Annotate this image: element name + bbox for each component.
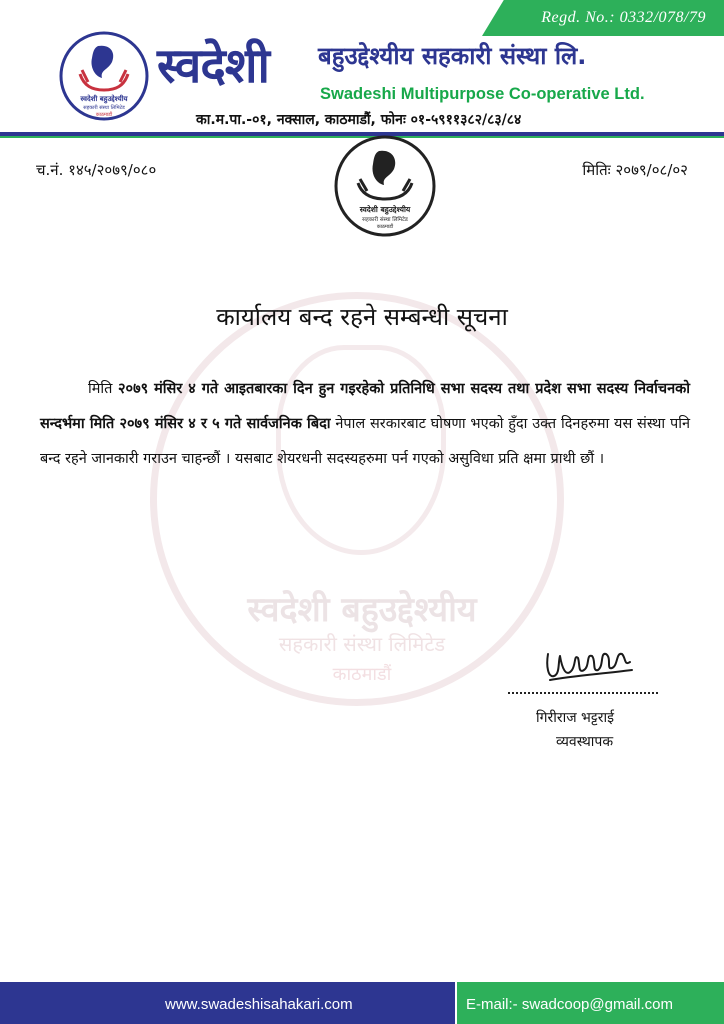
signatory-title: व्यवस्थापक [556, 734, 614, 750]
signature-line [508, 692, 658, 694]
seal-text-line1: स्वदेशी बहुउद्देश्यीय [359, 205, 411, 214]
footer-website: www.swadeshisahakari.com [165, 996, 353, 1013]
footer-email: E-mail:- swadcoop@gmail.com [466, 996, 673, 1013]
center-seal-logo [332, 133, 438, 239]
seal-text-line3: काठमाडौं [376, 224, 394, 230]
body-text-rest: नेपाल सरकारबाट घोषणा भएको हुँदा उक्त दिनहरुमा यस संस्था पनि बन्द रहने जानकारी गराउन चाहन्छौं । यसबाट शेयरधनी सदस्यहरुमा पर्न गएको असुविधा प्रति क्षमा प्राथी छौं । [40, 416, 691, 467]
regd-number: Regd. No.: 0332/078/79 [541, 9, 706, 26]
notice-subject: कार्यालय बन्द रहने सम्बन्धी सूचना [216, 303, 508, 331]
logo-text-line1: स्वदेशी बहुउद्देश्यीय [80, 95, 128, 103]
brand-name: स्वदेशी [157, 38, 269, 94]
handwritten-signature [540, 640, 640, 688]
org-address: का.म.पा.-०१, नक्साल, काठमाडौं, फोनः ०१-५९११३८२/८३/८४ [196, 112, 522, 128]
watermark-place: काठमाडौं [332, 664, 392, 685]
org-name-english: Swadeshi Multipurpose Co-operative Ltd. [320, 85, 645, 103]
signatory-name: गिरीराज भट्टराई [536, 710, 614, 726]
body-text-bold: २०७९ मंसिर ४ गते आइतबारका दिन हुन गइरहेको प्रतिनिधि सभा सदस्य तथा प्रदेश सभा सदस्य निर्वाचनको सन्दर्भमा मिति २०७९ मंसिर ४ र ५ गते सार्वजनिक बिदा [40, 381, 691, 432]
notice-body [40, 372, 690, 477]
watermark-subtitle: सहकारी संस्था लिमिटेड [278, 632, 446, 656]
seal-text-line2: सहकारी संस्था लिमिटेड [362, 217, 408, 223]
reference-number: च.नं. १४५/२०७९/०८० [36, 161, 157, 179]
org-name-nepali: बहुउद्देश्यीय सहकारी संस्था लि. [318, 42, 587, 70]
logo-text-line2: सहकारी संस्था लिमिटेड [83, 105, 125, 111]
cooperative-logo [58, 30, 150, 122]
letter-date: मितिः २०७९/०८/०२ [582, 161, 688, 179]
logo-text-line3: काठमाडौं [95, 112, 113, 118]
footer-separator [455, 982, 457, 1024]
body-text-intro: मिति [88, 381, 113, 397]
watermark-title: स्वदेशी बहुउद्देश्यीय [247, 590, 477, 630]
